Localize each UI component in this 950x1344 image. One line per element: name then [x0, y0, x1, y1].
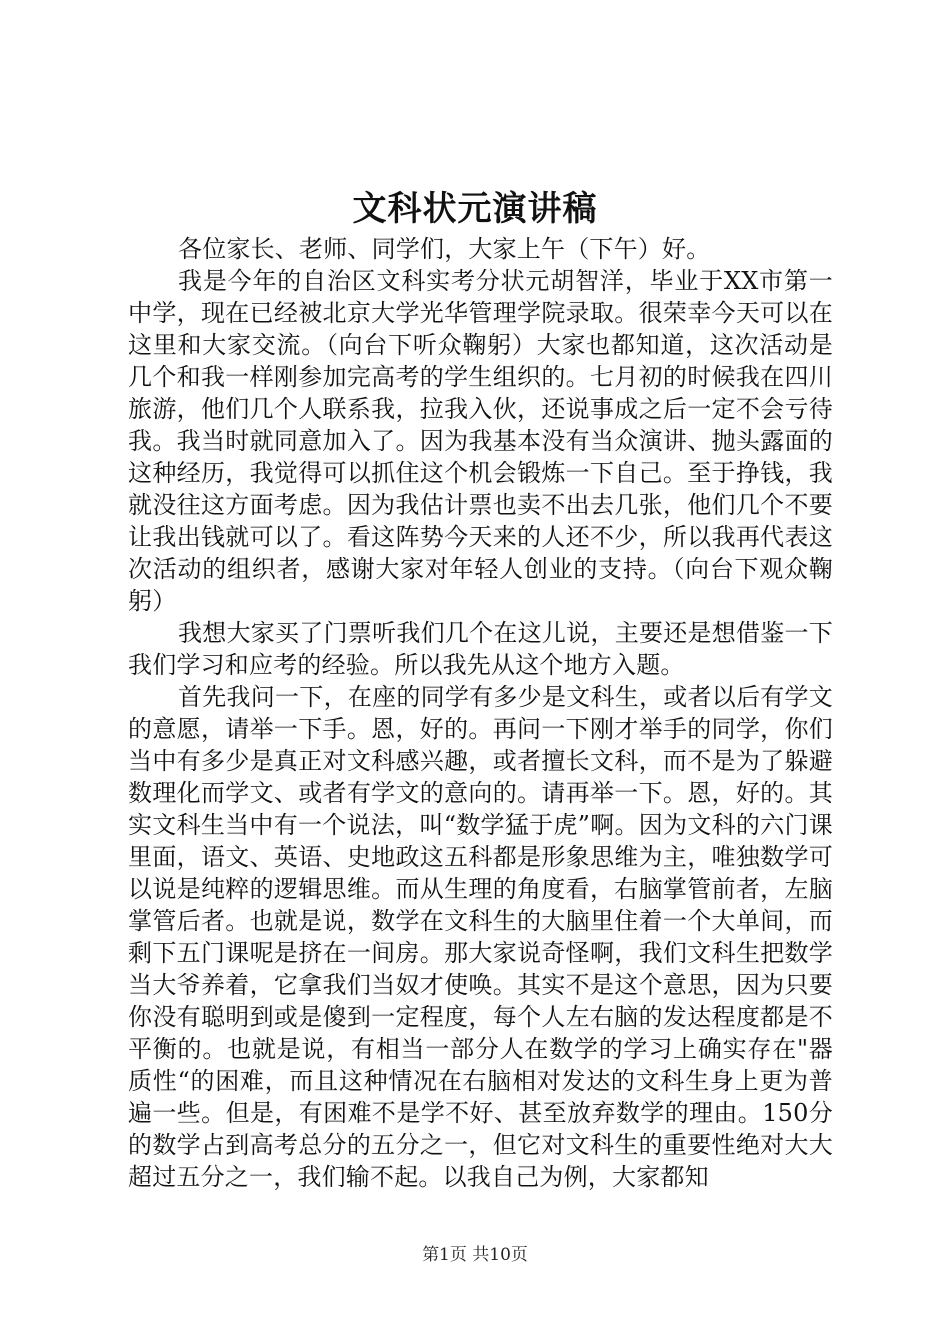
document-title: 文科状元演讲稿	[352, 189, 598, 229]
paragraph-topic: 我想大家买了门票听我们几个在这儿说，主要还是想借鉴一下我们学习和应考的经验。所以我先从这个地方入题。	[128, 619, 833, 679]
paragraph-introduction: 我是今年的自治区文科实考分状元胡智洋，毕业于XX市第一中学，现在已经被北京大学光华管理学院录取。很荣幸今天可以在这里和大家交流。（向台下听众鞠躬）大家也都知道，这次活动是几个和我一样刚参加完高考的学生组织的。七月初的时候我在四川旅游，他们几个人联系我，拉我入伙，还说事成之后一定不会亏待我。我当时就同意加入了。因为我基本没有当众演讲、抛头露面的这种经历，我觉得可以抓住这个机会锻炼一下自己。至于挣钱，我就没往这方面考虑。因为我估计票也卖不出去几张，他们几个不要让我出钱就可以了。看这阵势今天来的人还不少，所以我再代表这次活动的组织者，感谢大家对年轻人创业的支持。（向台下观众鞠躬）	[128, 267, 833, 615]
paragraph-greeting: 各位家长、老师、同学们，大家上午（下午）好。	[178, 235, 711, 263]
page-number-label: 第1页 共10页	[422, 1245, 528, 1265]
paragraph-math-discussion: 首先我问一下，在座的同学有多少是文科生，或者以后有学文的意愿，请举一下手。恩，好的。再问一下刚才举手的同学，你们当中有多少是真正对文科感兴趣，或者擅长文科，而不是为了躲避数理化而学文、或者有学文的意向的。请再举一下。恩，好的。其实文科生当中有一个说法，叫“数学猛于虎”啊。因为文科的六门课里面，语文、英语、史地政这五科都是形象思维为主，唯独数学可以说是纯粹的逻辑思维。而从生理的角度看，右脑掌管前者，左脑掌管后者。也就是说，数学在文科生的大脑里住着一个大单间，而剩下五门课呢是挤在一间房。那大家说奇怪啊，我们文科生把数学当大爷养着，它拿我们当奴才使唤。其实不是这个意思，因为只要你没有聪明到或是傻到一定程度，每个人左右脑的发达程度都是不平衡的。也就是说，有相当一部分人在数学的学习上确实存在"器质性“的困难，而且这种情况在右脑相对发达的文科生身上更为普遍一些。但是，有困难不是学不好、甚至放弃数学的理由。150分的数学占到高考总分的五分之一，但它对文科生的重要性绝对大大超过五分之一，我们输不起。以我自己为例，大家都知	[128, 683, 833, 1191]
page-footer	[0, 1243, 950, 1267]
document-body	[128, 233, 833, 1193]
